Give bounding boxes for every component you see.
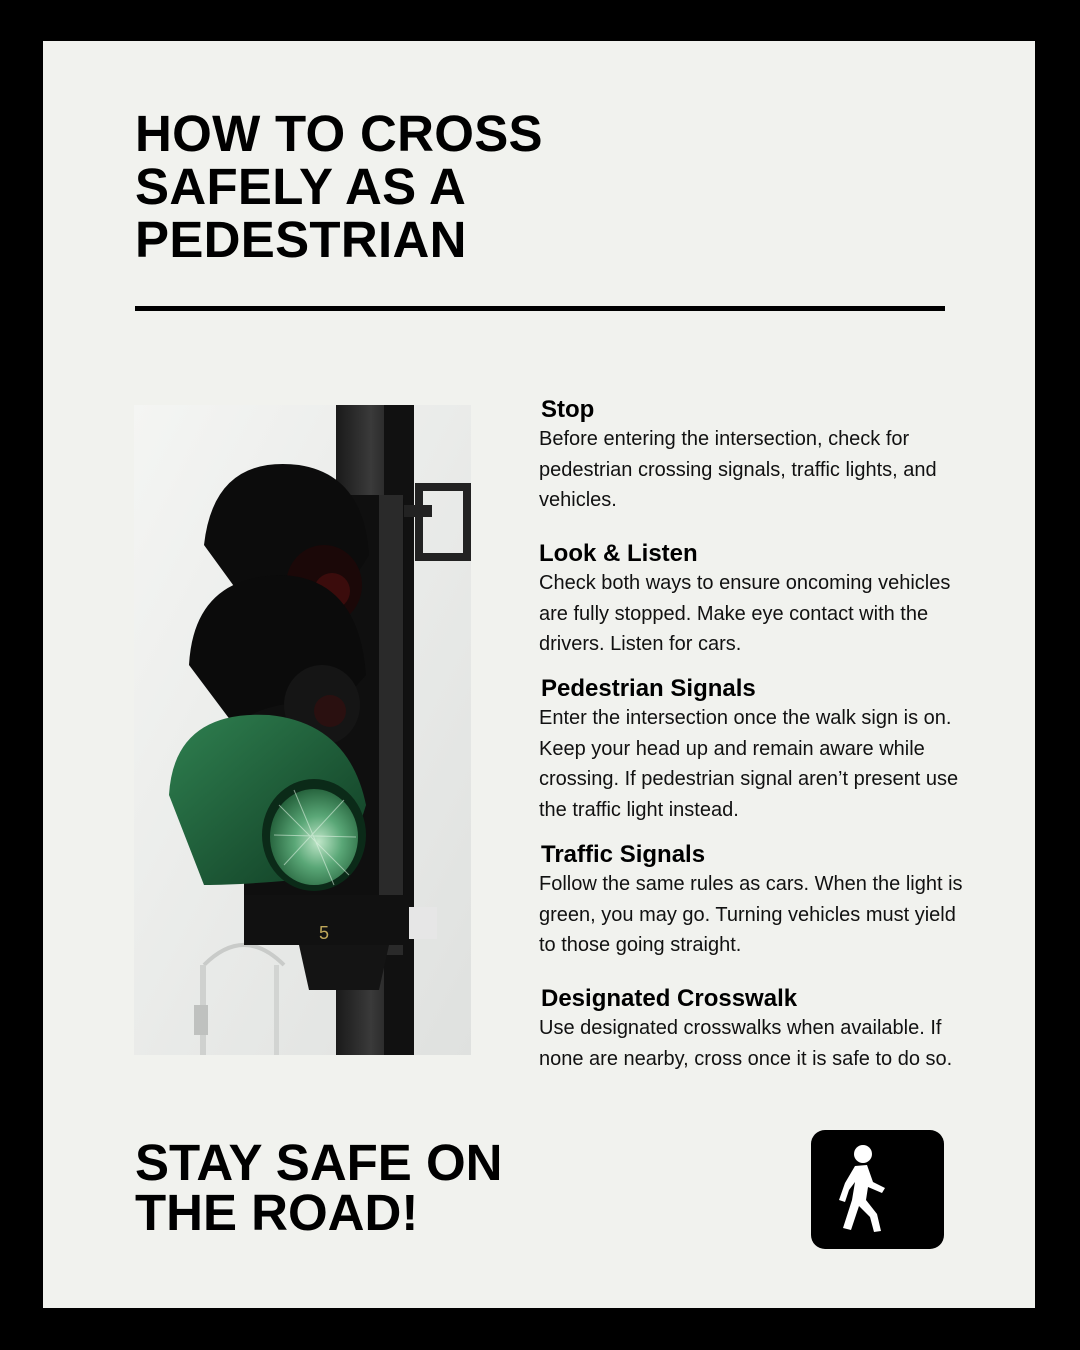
page-title: [135, 107, 655, 266]
tip-heading: Traffic Signals: [541, 841, 706, 868]
tip-text: Check both ways to ensure oncoming vehicles are fully stopped. Make eye contact with the drivers. Listen for cars.: [539, 572, 951, 655]
tip-pedestrian-signals: [539, 675, 969, 825]
footer-line-2: THE ROAD!: [135, 1184, 419, 1241]
title-line-1: HOW TO CROSS: [135, 105, 543, 162]
tip-text: Before entering the intersection, check for pedestrian crossing signals, traffic lights, and vehicles.: [539, 428, 937, 511]
tip-stop: [539, 396, 969, 516]
poster: [43, 41, 1035, 1308]
tip-look-listen: [539, 540, 969, 660]
tip-text: Use designated crosswalks when available. If none are nearby, cross once it is safe to do so.: [539, 1017, 953, 1070]
title-divider: [135, 306, 945, 311]
tip-heading: Stop: [541, 396, 595, 423]
pedestrian-badge: [811, 1130, 944, 1249]
tip-heading: Designated Crosswalk: [541, 985, 798, 1012]
tip-traffic-signals: [539, 841, 969, 961]
footer-slogan: [135, 1134, 595, 1241]
tip-heading: Pedestrian Signals: [541, 675, 756, 702]
tip-text: Follow the same rules as cars. When the light is green, you may go. Turning vehicles must yield to those going straight.: [539, 873, 963, 956]
traffic-light-photo: [134, 405, 471, 1055]
tip-designated-crosswalk: [539, 985, 969, 1074]
traffic-light-illustration: [134, 405, 471, 1055]
title-line-3: PEDESTRIAN: [135, 211, 467, 268]
signal-number-label: 5: [319, 923, 330, 943]
tip-heading: Look & Listen: [539, 540, 698, 567]
tip-text: Enter the intersection once the walk sign is on. Keep your head up and remain aware while crossing. If pedestrian signal aren’t present use the traffic light instead.: [539, 707, 959, 821]
title-line-2: SAFELY AS A: [135, 158, 467, 215]
pedestrian-walking-icon: [811, 1130, 944, 1249]
footer-line-1: STAY SAFE ON: [135, 1134, 503, 1191]
